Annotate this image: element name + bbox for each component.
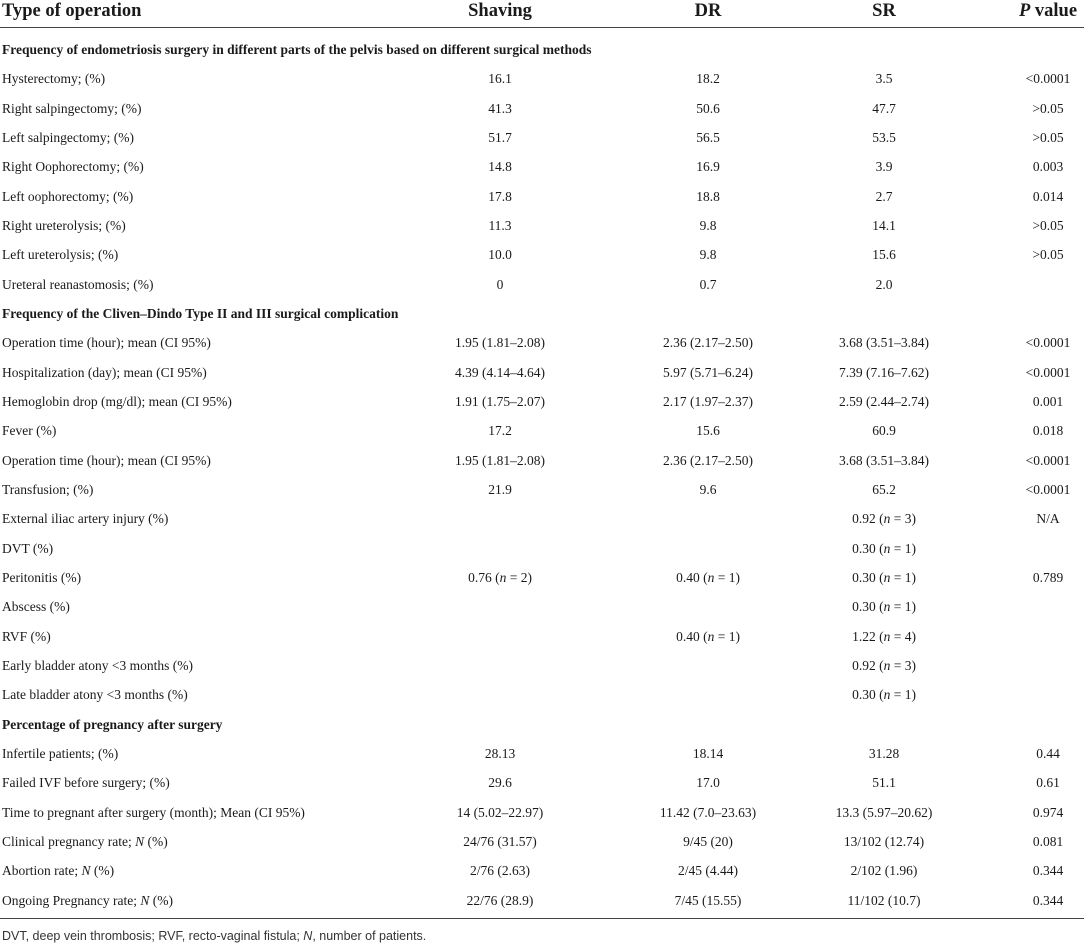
row-label: Peritonitis (%) — [2, 569, 82, 585]
cell-p-value: >0.05 — [1032, 100, 1064, 116]
cell-dr: 18.2 — [696, 71, 720, 87]
cell-sr: 31.28 — [868, 745, 900, 761]
row-label: Late bladder atony <3 months (%) — [2, 687, 188, 703]
row-label: RVF (%) — [2, 628, 51, 644]
header-sr: SR — [872, 1, 896, 21]
table-row — [0, 886, 1084, 915]
table-row — [0, 475, 1084, 504]
cell-sr: 0.30 (n = 1) — [852, 687, 916, 703]
row-label: Right salpingectomy; (%) — [2, 100, 142, 116]
cell-sr: 3.5 — [875, 71, 893, 87]
cell-shaving: 10.0 — [488, 247, 512, 263]
cell-p-value: N/A — [1036, 511, 1060, 527]
table-header-row — [0, 0, 1084, 22]
cell-sr: 13.3 (5.97–20.62) — [835, 804, 933, 820]
table-row — [0, 182, 1084, 211]
cell-sr: 2.0 — [875, 276, 893, 292]
table-row — [0, 563, 1084, 592]
section-heading-row — [0, 710, 1084, 739]
row-label: Ongoing Pregnancy rate; N (%) — [2, 892, 173, 908]
cell-sr: 0.92 (n = 3) — [852, 511, 916, 527]
cell-p-value: 0.003 — [1032, 159, 1064, 175]
table-row — [0, 446, 1084, 475]
cell-sr: 1.22 (n = 4) — [852, 628, 916, 644]
table-row — [0, 827, 1084, 856]
row-label: Ureteral reanastomosis; (%) — [2, 276, 154, 292]
table-row — [0, 504, 1084, 533]
row-label: Left oophorectomy; (%) — [2, 188, 134, 204]
cell-dr: 7/45 (15.55) — [674, 892, 742, 908]
section-heading: Percentage of pregnancy after surgery — [2, 716, 223, 732]
cell-sr: 53.5 — [872, 129, 896, 145]
cell-dr: 2/45 (4.44) — [678, 863, 738, 879]
table-row — [0, 358, 1084, 387]
table-row — [0, 856, 1084, 885]
cell-p-value: 0.974 — [1032, 804, 1064, 820]
cell-sr: 0.30 (n = 1) — [852, 540, 916, 556]
row-label: Right Oophorectomy; (%) — [2, 159, 144, 175]
cell-sr: 11/102 (10.7) — [847, 892, 921, 908]
cell-sr: 51.1 — [872, 775, 896, 791]
table-row — [0, 680, 1084, 709]
footnote-text: DVT, deep vein thrombosis; RVF, recto-vaginal fistula; N, number of patients. — [2, 929, 427, 943]
cell-sr: 0.30 (n = 1) — [852, 569, 916, 585]
cell-dr: 9.8 — [699, 247, 717, 263]
table-row — [0, 94, 1084, 123]
row-label: Operation time (hour); mean (CI 95%) — [2, 452, 211, 468]
cell-shaving: 17.2 — [488, 423, 512, 439]
cell-shaving: 29.6 — [488, 775, 512, 791]
cell-p-value: 0.001 — [1032, 393, 1064, 409]
cell-p-value: 0.44 — [1036, 745, 1060, 761]
table-row — [0, 211, 1084, 240]
cell-sr: 3.68 (3.51–3.84) — [839, 335, 929, 351]
row-label: Left salpingectomy; (%) — [2, 129, 134, 145]
cell-dr: 0.40 (n = 1) — [676, 569, 740, 585]
cell-dr: 2.17 (1.97–2.37) — [663, 393, 753, 409]
table-row — [0, 798, 1084, 827]
cell-shaving: 4.39 (4.14–4.64) — [455, 364, 545, 380]
table-row — [0, 270, 1084, 299]
cell-sr: 14.1 — [872, 217, 896, 233]
row-label: Abscess (%) — [2, 599, 70, 615]
cell-shaving: 21.9 — [488, 481, 512, 497]
table-row — [0, 240, 1084, 269]
cell-shaving: 0 — [496, 276, 504, 292]
cell-dr: 2.36 (2.17–2.50) — [663, 452, 753, 468]
cell-dr: 16.9 — [696, 159, 720, 175]
cell-p-value: >0.05 — [1032, 247, 1064, 263]
cell-shaving: 28.13 — [484, 745, 516, 761]
cell-sr: 65.2 — [872, 481, 896, 497]
row-label: Transfusion; (%) — [2, 481, 94, 497]
cell-shaving: 0.76 (n = 2) — [468, 569, 532, 585]
cell-dr: 2.36 (2.17–2.50) — [663, 335, 753, 351]
cell-shaving: 1.95 (1.81–2.08) — [455, 335, 545, 351]
cell-dr: 18.14 — [692, 745, 724, 761]
cell-sr: 0.30 (n = 1) — [852, 599, 916, 615]
cell-dr: 50.6 — [696, 100, 720, 116]
cell-shaving: 22/76 (28.9) — [466, 892, 534, 908]
section-heading-row — [0, 299, 1084, 328]
table-row — [0, 651, 1084, 680]
cell-p-value: 0.344 — [1032, 892, 1064, 908]
table-row — [0, 592, 1084, 621]
cell-dr: 56.5 — [696, 129, 720, 145]
cell-shaving: 51.7 — [488, 129, 512, 145]
section-heading: Frequency of endometriosis surgery in different parts of the pelvis based on different surgical methods — [2, 42, 592, 57]
cell-dr: 9.6 — [699, 481, 717, 497]
header-rule — [0, 27, 1084, 28]
cell-dr: 15.6 — [696, 423, 720, 439]
cell-shaving: 14.8 — [488, 159, 512, 175]
cell-dr: 11.42 (7.0–23.63) — [659, 804, 757, 820]
row-label: Hysterectomy; (%) — [2, 71, 106, 87]
cell-shaving: 11.3 — [488, 217, 512, 233]
row-label: Operation time (hour); mean (CI 95%) — [2, 335, 211, 351]
table-row — [0, 64, 1084, 93]
cell-shaving: 2/76 (2.63) — [470, 863, 530, 879]
cell-p-value: 0.081 — [1032, 833, 1064, 849]
cell-sr: 2.7 — [875, 188, 893, 204]
header-dr: DR — [694, 1, 722, 21]
cell-sr: 13/102 (12.74) — [843, 833, 925, 849]
cell-shaving: 41.3 — [488, 100, 512, 116]
header-type-of-operation: Type of operation — [2, 1, 142, 21]
cell-shaving: 24/76 (31.57) — [463, 833, 537, 849]
cell-shaving: 17.8 — [488, 188, 512, 204]
cell-dr: 18.8 — [696, 188, 720, 204]
bottom-rule — [0, 918, 1084, 919]
cell-shaving: 16.1 — [488, 71, 512, 87]
cell-sr: 0.92 (n = 3) — [852, 657, 916, 673]
cell-sr: 47.7 — [872, 100, 896, 116]
row-label: Clinical pregnancy rate; N (%) — [2, 833, 168, 849]
header-shaving: Shaving — [468, 1, 532, 21]
cell-sr: 15.6 — [872, 247, 896, 263]
cell-p-value: 0.344 — [1032, 863, 1064, 879]
cell-p-value: 0.61 — [1036, 775, 1060, 791]
cell-sr: 60.9 — [872, 423, 896, 439]
cell-dr: 9/45 (20) — [683, 833, 733, 849]
table-row — [0, 768, 1084, 797]
cell-p-value: 0.018 — [1032, 423, 1064, 439]
cell-p-value: >0.05 — [1032, 217, 1064, 233]
cell-dr: 17.0 — [696, 775, 720, 791]
table-row — [0, 534, 1084, 563]
row-label: Left ureterolysis; (%) — [2, 247, 119, 263]
table-row — [0, 739, 1084, 768]
cell-p-value: <0.0001 — [1025, 364, 1071, 380]
row-label: DVT (%) — [2, 540, 54, 556]
cell-sr: 3.9 — [875, 159, 893, 175]
cell-dr: 5.97 (5.71–6.24) — [663, 364, 753, 380]
cell-p-value: <0.0001 — [1025, 452, 1071, 468]
table-row — [0, 416, 1084, 445]
cell-p-value: >0.05 — [1032, 129, 1064, 145]
cell-shaving: 14 (5.02–22.97) — [456, 804, 544, 820]
cell-p-value: <0.0001 — [1025, 335, 1071, 351]
table-footnote — [2, 929, 426, 943]
cell-p-value: <0.0001 — [1025, 71, 1071, 87]
row-label: Fever (%) — [2, 423, 57, 439]
cell-shaving: 1.95 (1.81–2.08) — [455, 452, 545, 468]
row-label: Right ureterolysis; (%) — [2, 217, 126, 233]
table-row — [0, 328, 1084, 357]
row-label: Failed IVF before surgery; (%) — [2, 775, 170, 791]
row-label: Hemoglobin drop (mg/dl); mean (CI 95%) — [2, 393, 232, 409]
row-label: External iliac artery injury (%) — [2, 511, 169, 527]
cell-sr: 2.59 (2.44–2.74) — [839, 393, 929, 409]
table-row — [0, 387, 1084, 416]
section-heading-row — [0, 35, 1084, 64]
row-label: Abortion rate; N (%) — [2, 863, 115, 879]
cell-dr: 0.7 — [699, 276, 717, 292]
row-label: Time to pregnant after surgery (month); Mean (CI 95%) — [2, 804, 305, 820]
cell-sr: 7.39 (7.16–7.62) — [839, 364, 929, 380]
table-row — [0, 123, 1084, 152]
section-heading: Frequency of the Cliven–Dindo Type II and III surgical complication — [2, 305, 399, 321]
cell-sr: 2/102 (1.96) — [850, 863, 918, 879]
header-p-value: P value — [1018, 1, 1078, 21]
cell-shaving: 1.91 (1.75–2.07) — [455, 393, 545, 409]
cell-sr: 3.68 (3.51–3.84) — [839, 452, 929, 468]
row-label: Early bladder atony <3 months (%) — [2, 657, 193, 673]
row-label: Infertile patients; (%) — [2, 745, 119, 761]
cell-p-value: 0.014 — [1032, 188, 1064, 204]
row-label: Hospitalization (day); mean (CI 95%) — [2, 364, 207, 380]
cell-dr: 0.40 (n = 1) — [676, 628, 740, 644]
table-row — [0, 152, 1084, 181]
table-row — [0, 622, 1084, 651]
cell-p-value: <0.0001 — [1025, 481, 1071, 497]
cell-dr: 9.8 — [699, 217, 717, 233]
cell-p-value: 0.789 — [1032, 569, 1064, 585]
